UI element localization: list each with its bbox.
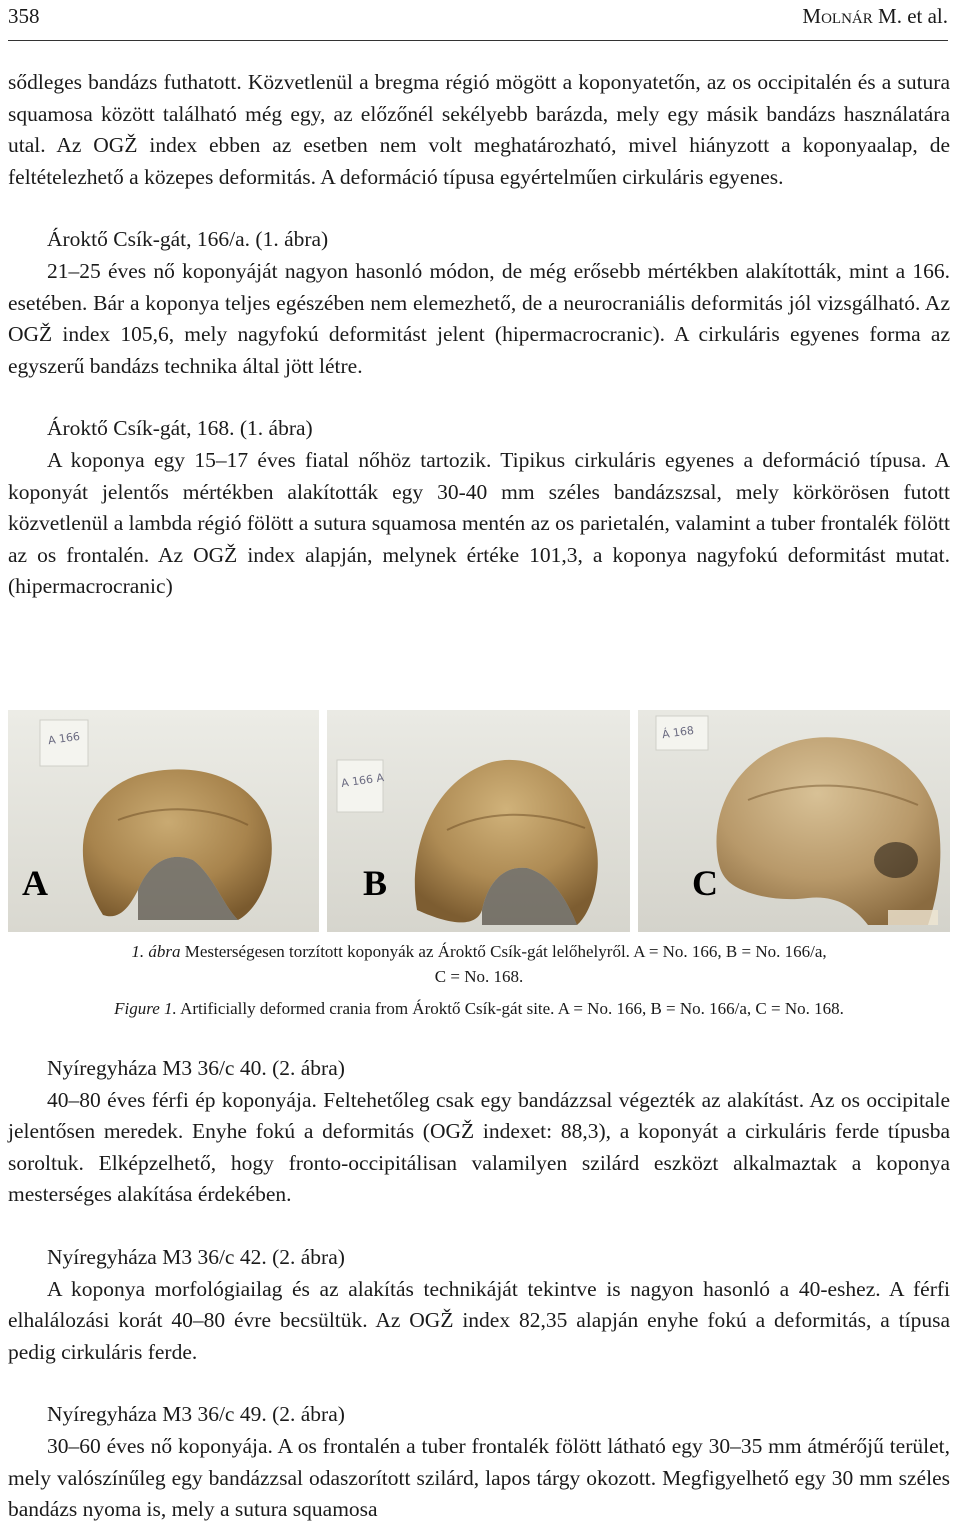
paragraph-continued: sődleges bandázs futhatott. Közvetlenül a bregma régió mögött a koponyatetőn, az os occipitalén és a sutura squamosa között található még egy, az előzőnél sekélyebb barázda, mely egy másik bandázs használatára utal. Az OGŽ index ebben az esetben nem volt meghatározható, mivel hiányzott a koponyaalap, de feltételezhető a közepes deformitás. A deformáció típusa egyértelműen cirkuláris egyenes. xyxy=(8,70,950,189)
skull-photo-b xyxy=(327,710,630,932)
figure-caption-english xyxy=(8,996,950,1021)
upper-text-block xyxy=(8,67,950,603)
caption-line-2: C = No. 168. xyxy=(434,967,524,986)
header-rule xyxy=(8,40,948,41)
paragraph-gap xyxy=(8,1368,950,1399)
page-number: 358 xyxy=(8,4,40,28)
page-header xyxy=(8,4,948,36)
lower-text-block xyxy=(8,1053,950,1526)
section-heading: Nyíregyháza M3 36/c 42. (2. ábra) xyxy=(47,1244,345,1269)
skull-c-image xyxy=(638,710,950,932)
skull-photo-c xyxy=(638,710,950,932)
caption-label: 1. ábra xyxy=(131,942,181,961)
section-body: 21–25 éves nő koponyáját nagyon hasonló módon, de még erősebb mértékben alakították, mint a 166. esetében. Bár a koponya teljes egészében nem elemezhető, de a neurocraniális deformitás jól vizsgálható. Az OGŽ index 105,6, mely nagyfokú deformitást jelent (hipermacrocranic). A cirkuláris egyenes forma az egyszerű bandázs technika által jött létre. xyxy=(8,258,950,378)
section-body: A koponya morfológiailag és az alakítás technikáját tekintve is nagyon hasonló a 40-eshez. A férfi elhalálozási korát 40–80 évre becsültük. Az OGŽ index 82,35 alapján enyhe fokú a deformitás, a típusa pedig cirkuláris ferde. xyxy=(8,1276,950,1364)
section-body: 40–80 éves férfi ép koponyája. Feltehetőleg csak egy bandázzsal végezték az alakítást. Az os occipitale jelentősen meredek. Enyhe fokú a deformitás (OGŽ indexet: 88,3), a koponyát a cirkuláris ferde típusba soroltuk. Elképzelhető, hogy fronto-occipitálisan valamilyen szilárd eszközt alkalmaztak a koponya mesterséges alakítása érdekében. xyxy=(8,1087,950,1207)
specimen-tag: A 166 xyxy=(47,729,81,748)
running-head xyxy=(802,4,948,29)
section-body: 30–60 éves nő koponyája. A os frontalén a tuber frontalék fölött látható egy 30–35 mm átmérőjű terület, mely valószínűleg egy bandázzsal odaszorított szilárd, lapos tárgy okozott. Megfigyelhető egy 30 mm széles bandázs nyoma is, mely a sutura squamosa xyxy=(8,1433,950,1522)
caption-label: Figure 1. xyxy=(114,999,177,1018)
section-heading: Ároktő Csík-gát, 166/a. (1. ábra) xyxy=(47,227,329,252)
caption-text: Mesterségesen torzított koponyák az Ároktő Csík-gát lelőhelyről. A = No. 166, B = No. 166/a, xyxy=(180,942,827,961)
figure-caption-hungarian xyxy=(8,939,950,989)
panel-letter: B xyxy=(363,863,388,903)
section-heading: Nyíregyháza M3 36/c 40. (2. ábra) xyxy=(47,1056,345,1080)
section-heading: Ároktő Csík-gát, 168. (1. ábra) xyxy=(47,416,313,441)
section-body: A koponya egy 15–17 éves fiatal nőhöz tartozik. Tipikus cirkuláris egyenes a deformáció típusa. A koponyát jelentős mértékben alakították egy 30-40 mm széles bandázszsal, mely körkörösen futott közvetlenül a lambda régió fölött a sutura squamosa mentén az os parietalén, valamint a tuber frontalék fölött az os frontalén. Az OGŽ index alapján, melynek értéke 101,3, a koponya nagyfokú deformitást mutat. (hipermacrocranic) xyxy=(8,447,950,599)
panel-letter: C xyxy=(692,863,718,903)
caption-line-1 xyxy=(8,939,950,964)
paragraph-gap xyxy=(8,382,950,413)
skull-photo-a xyxy=(8,710,319,932)
panel-letter: A xyxy=(22,863,48,903)
caption-text: Artificially deformed crania from Ároktő Csík-gát site. A = No. 166, B = No. 166/a, C = No. 168. xyxy=(176,999,844,1018)
paragraph-gap xyxy=(8,193,950,224)
section-heading: Nyíregyháza M3 36/c 49. (2. ábra) xyxy=(47,1402,345,1427)
paragraph-gap xyxy=(8,1211,950,1242)
running-head-rest: M. et al. xyxy=(872,4,948,28)
specimen-tag: Á 168 xyxy=(661,723,695,742)
running-head-author: Molnár xyxy=(802,4,873,28)
figure-1 xyxy=(8,710,950,932)
specimen-tag: A 166 A xyxy=(340,771,385,790)
